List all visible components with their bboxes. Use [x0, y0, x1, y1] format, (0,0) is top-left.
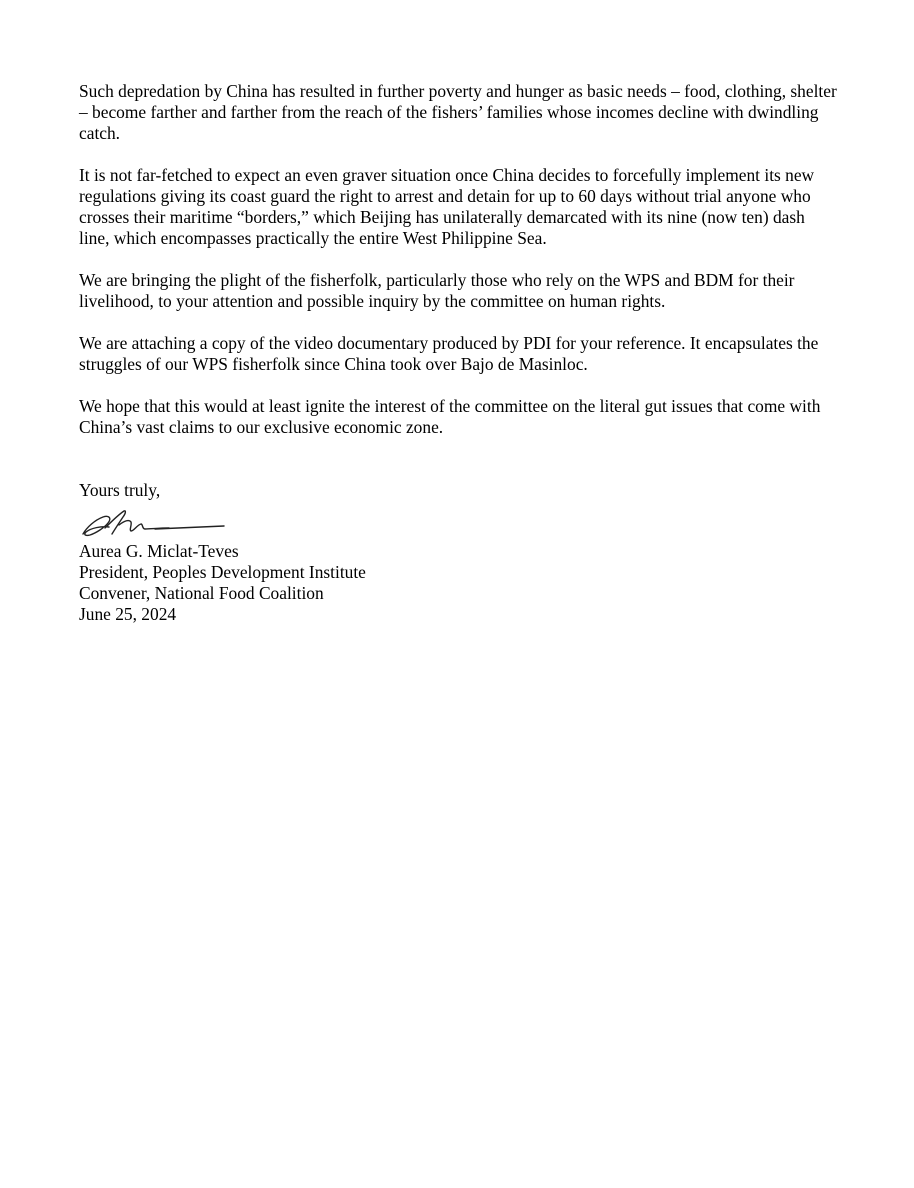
signatory-block — [79, 541, 839, 625]
closing-salutation: Yours truly, — [79, 480, 161, 500]
letter-body — [79, 81, 839, 625]
signatory-title-president: President, Peoples Development Institute — [79, 562, 366, 582]
paragraph-coast-guard: It is not far-fetched to expect an even graver situation once China decides to forcefully implement its new regulations giving its coast guard the right to arrest and detain for up to 60 days without trial anyone who crosses their maritime “borders,” which Beijing has unilaterally demarcated with its nine (now ten) dash line, which encompasses practically the entire West Philippine Sea. — [79, 165, 815, 248]
paragraph-poverty: Such depredation by China has resulted in further poverty and hunger as basic needs – food, clothing, shelter – become farther and farther from the reach of the fishers’ families whose incomes decline with dwindling catch. — [79, 81, 837, 143]
paragraph-documentary: We are attaching a copy of the video documentary produced by PDI for your reference. It encapsulates the struggles of our WPS fisherfolk since China took over Bajo de Masinloc. — [79, 333, 819, 374]
signatory-name: Aurea G. Miclat-Teves — [79, 541, 239, 561]
signatory-title-convener: Convener, National Food Coalition — [79, 583, 324, 603]
handwritten-signature — [79, 507, 229, 541]
letter-date: June 25, 2024 — [79, 604, 177, 624]
paragraph-plight: We are bringing the plight of the fisherfolk, particularly those who rely on the WPS and BDM for their livelihood, to your attention and possible inquiry by the committee on human rights. — [79, 270, 795, 311]
paragraph-hope: We hope that this would at least ignite the interest of the committee on the literal gut issues that come with China’s vast claims to our exclusive economic zone. — [79, 396, 821, 437]
